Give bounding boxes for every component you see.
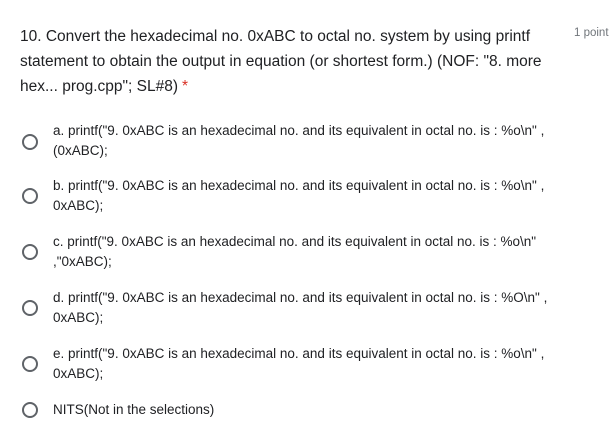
radio-button-icon[interactable] (22, 356, 38, 372)
option-label[interactable]: d. printf("9. 0xABC is an hexadecimal no. and its equivalent in octal no. is : %O\n" , 0xABC); (53, 290, 548, 325)
radio-button-icon[interactable] (22, 402, 38, 418)
radio-button-icon[interactable] (22, 244, 38, 260)
option-label[interactable]: a. printf("9. 0xABC is an hexadecimal no. and its equivalent in octal no. is : %o\n" , (0xABC); (53, 123, 545, 158)
option-label[interactable]: e. printf("9. 0xABC is an hexadecimal no. and its equivalent in octal no. is : %o\n" , 0xABC); (53, 346, 545, 381)
option-label[interactable]: c. printf("9. 0xABC is an hexadecimal no. and its equivalent in octal no. is : %o\n" ,"0xABC); (53, 234, 537, 269)
points-label: 1 point (574, 27, 609, 39)
option-label[interactable]: b. printf("9. 0xABC is an hexadecimal no. and its equivalent in octal no. is : %o\n" , 0xABC); (53, 178, 545, 213)
radio-button-icon[interactable] (22, 300, 38, 316)
radio-button-icon[interactable] (22, 188, 38, 204)
question-title (20, 24, 565, 99)
option-label[interactable]: NITS(Not in the selections) (53, 402, 215, 417)
required-asterisk: * (182, 78, 189, 95)
question-text: 10. Convert the hexadecimal no. 0xABC to octal no. system by using printf statement to obtain the output in equation (or shortest form.) (NOF: "8. more hex... prog.cpp"; SL#8) (20, 28, 542, 95)
radio-button-icon[interactable] (22, 134, 38, 150)
